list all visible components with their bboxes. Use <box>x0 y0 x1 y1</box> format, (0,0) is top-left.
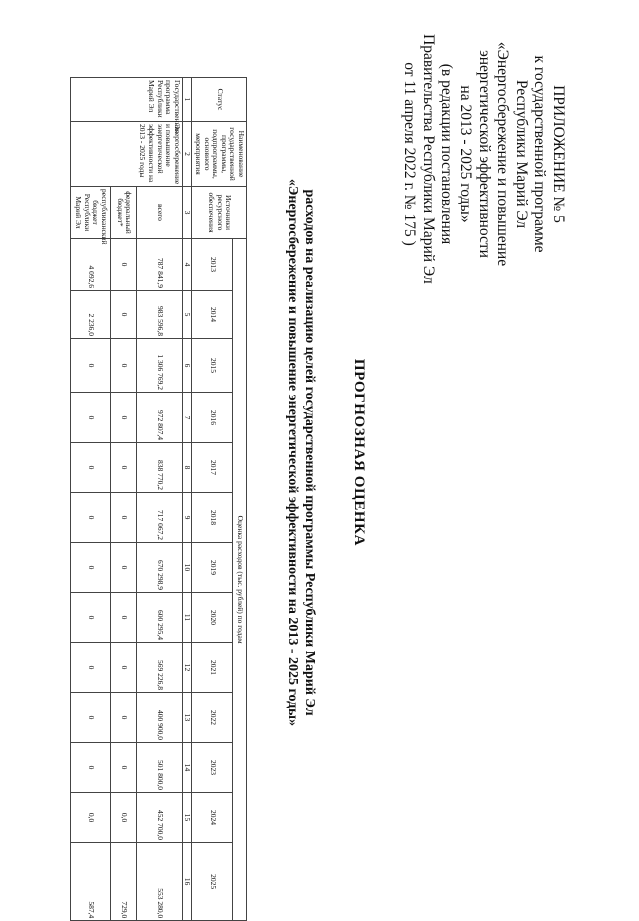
table-row <box>111 78 137 921</box>
header-year: 2015 <box>192 339 233 393</box>
value-cell: 4 092,6 <box>71 239 111 291</box>
header-name: Наименование государственной программы, подпрограммы, основного мероприятия <box>192 122 247 187</box>
appendix-block <box>400 34 567 284</box>
program-name-cell: Энергосбережение и повышение энергетической эффективности на 2013 - 2025 годы <box>137 122 182 187</box>
column-number-row <box>182 78 192 921</box>
value-cell: 0 <box>111 743 137 793</box>
subtitle-line: «Энергосбережение и повышение энергетической эффективности на 2013 - 2025 годы» <box>285 178 300 727</box>
appendix-line: Республики Марий Эл <box>512 79 530 229</box>
value-cell: 0 <box>111 543 137 593</box>
value-cell: 452 700,0 <box>137 793 182 843</box>
header-status: Статус <box>192 78 247 122</box>
header-year: 2024 <box>192 793 233 843</box>
column-number: 10 <box>182 543 192 593</box>
header-year: 2019 <box>192 543 233 593</box>
value-cell: 400 900,0 <box>137 693 182 743</box>
header-year: 2016 <box>192 393 233 443</box>
column-number: 12 <box>182 643 192 693</box>
appendix-line: на 2013 - 2025 годы» <box>457 85 475 223</box>
value-cell: 670 298,9 <box>137 543 182 593</box>
value-cell: 600 295,4 <box>137 593 182 643</box>
table-row <box>137 78 182 921</box>
source-cell: федеральный бюджет* <box>111 187 137 239</box>
column-number: 2 <box>182 122 192 187</box>
value-cell: 0 <box>111 443 137 493</box>
expense-table <box>70 77 247 921</box>
column-number: 14 <box>182 743 192 793</box>
appendix-line: к государственной программе <box>531 55 549 253</box>
value-cell: 0 <box>71 693 111 743</box>
column-number: 4 <box>182 239 192 291</box>
column-number: 11 <box>182 593 192 643</box>
appendix-line: «Энергосбережение и повышение <box>494 41 512 267</box>
appendix-line: энергетической эффективности <box>475 50 493 258</box>
program-name-cell-continued <box>71 122 111 187</box>
value-cell: 0 <box>111 593 137 643</box>
value-cell: 0 <box>71 493 111 543</box>
header-year: 2014 <box>192 291 233 339</box>
value-cell: 587,4 <box>71 843 111 921</box>
source-cell: республиканский бюджет Республики Марий Эл <box>71 187 111 239</box>
value-cell: 501 800,0 <box>137 743 182 793</box>
page-title: ПРОГНОЗНАЯ ОЦЕНКА <box>351 358 367 547</box>
value-cell: 0 <box>111 291 137 339</box>
value-cell: 0 <box>111 643 137 693</box>
value-cell: 0 <box>71 643 111 693</box>
value-cell: 0 <box>71 543 111 593</box>
value-cell: 569 226,8 <box>137 643 182 693</box>
status-cell: Государственная программа Республики Марий Эл <box>137 78 182 122</box>
value-cell: 0,0 <box>71 793 111 843</box>
value-cell: 0 <box>71 443 111 493</box>
subtitle-line: расходов на реализацию целей государственной программы Республики Марий Эл <box>302 189 317 716</box>
header-year: 2023 <box>192 743 233 793</box>
header-year: 2020 <box>192 593 233 643</box>
header-source: Источники ресурсного обеспечения <box>192 187 247 239</box>
header-year: 2017 <box>192 443 233 493</box>
value-cell: 0 <box>71 593 111 643</box>
value-cell: 0 <box>111 493 137 543</box>
column-number: 6 <box>182 339 192 393</box>
header-year: 2025 <box>192 843 233 921</box>
column-number: 3 <box>182 187 192 239</box>
header-year: 2021 <box>192 643 233 693</box>
appendix-line: от 11 апреля 2022 г. № 175 ) <box>401 62 419 246</box>
value-cell: 729,0 <box>111 843 137 921</box>
column-number: 8 <box>182 443 192 493</box>
value-cell: 838 770,2 <box>137 443 182 493</box>
column-number: 15 <box>182 793 192 843</box>
value-cell: 717 067,2 <box>137 493 182 543</box>
value-cell: 0 <box>111 693 137 743</box>
value-cell: 0,0 <box>111 793 137 843</box>
header-year: 2013 <box>192 239 233 291</box>
table-row <box>71 78 111 921</box>
value-cell: 983 596,8 <box>137 291 182 339</box>
value-cell: 0 <box>111 239 137 291</box>
value-cell: 0 <box>111 393 137 443</box>
value-cell: 0 <box>71 339 111 393</box>
column-number: 16 <box>182 843 192 921</box>
value-cell: 787 841,9 <box>137 239 182 291</box>
header-year: 2022 <box>192 693 233 743</box>
value-cell: 0 <box>71 743 111 793</box>
column-number: 9 <box>182 493 192 543</box>
column-number: 13 <box>182 693 192 743</box>
value-cell: 1 306 769,2 <box>137 339 182 393</box>
appendix-line: (в редакции постановления <box>438 63 456 245</box>
column-number: 5 <box>182 291 192 339</box>
program-name-cell-continued <box>111 122 137 187</box>
column-number: 1 <box>182 78 192 122</box>
value-cell: 2 236,0 <box>71 291 111 339</box>
appendix-line: Правительства Республики Марий Эл <box>419 34 437 284</box>
value-cell: 972 807,4 <box>137 393 182 443</box>
header-year: 2018 <box>192 493 233 543</box>
header-estimate: Оценка расходов (тыс. рублей) по годам <box>233 239 247 921</box>
value-cell: 0 <box>71 393 111 443</box>
title-block <box>284 0 367 905</box>
appendix-line: ПРИЛОЖЕНИЕ № 5 <box>550 85 567 223</box>
value-cell: 0 <box>111 339 137 393</box>
source-cell: всего <box>137 187 182 239</box>
status-cell-continued <box>71 78 111 122</box>
column-number: 7 <box>182 393 192 443</box>
status-cell-continued <box>111 78 137 122</box>
value-cell: 553 280,0 <box>137 843 182 921</box>
